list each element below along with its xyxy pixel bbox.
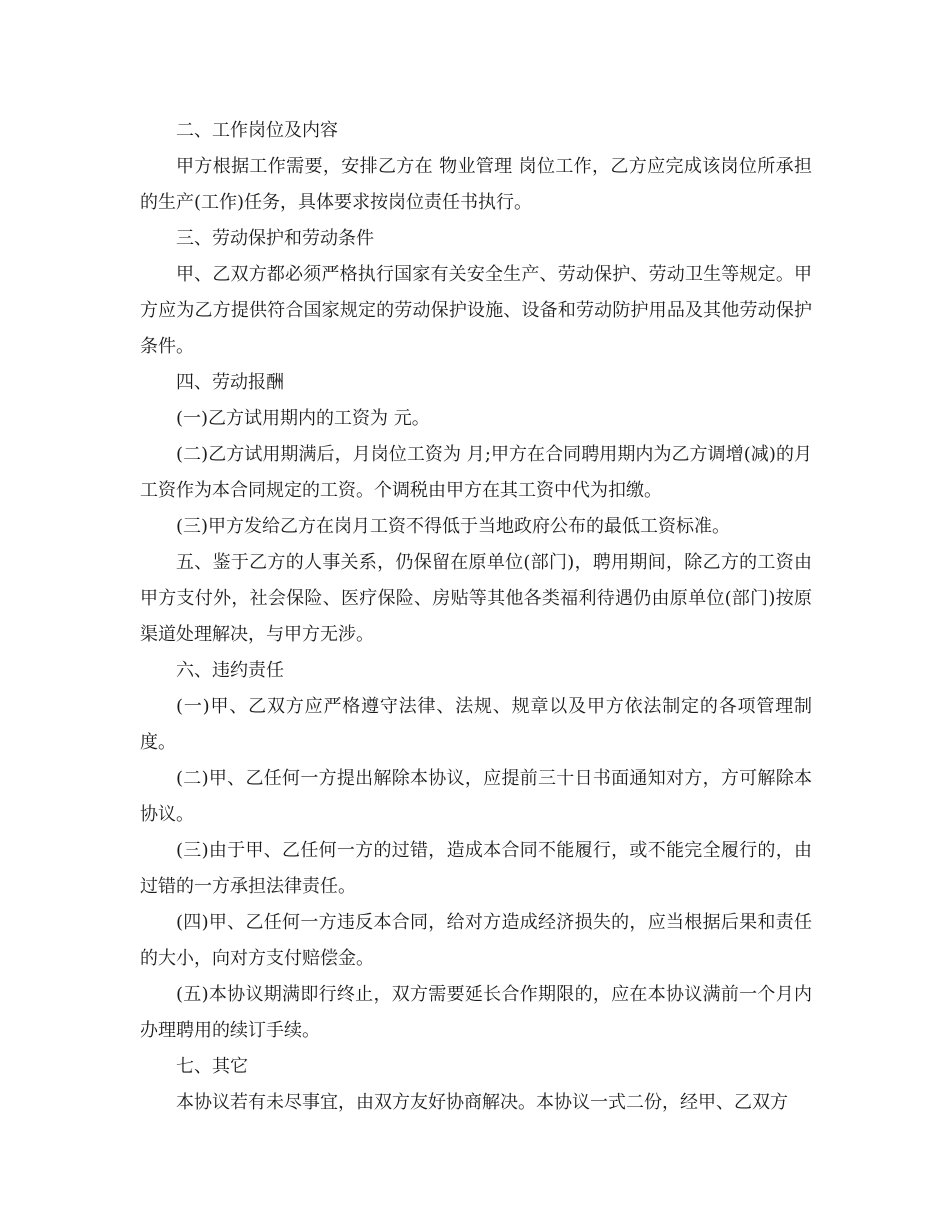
paragraph-other-matters: 本协议若有未尽事宜，由双方友好协商解决。本协议一式二份，经甲、乙双方: [176, 1092, 788, 1113]
document-body: [140, 113, 812, 1121]
paragraph-renewal: (五)本协议期满即行终止，双方需要延长合作期限的，应在本协议满前一个月内办理聘用的续订手续。: [140, 984, 812, 1041]
section-heading-remuneration: 四、劳动报酬: [176, 372, 284, 393]
paragraph-labor-protection: 甲、乙双方都必须严格执行国家有关安全生产、劳动保护、劳动卫生等规定。甲方应为乙方提供符合国家规定的劳动保护设施、设备和劳动防护用品及其他劳动保护条件。: [140, 264, 812, 357]
paragraph-minimum-wage: (三)甲方发给乙方在岗月工资不得低于当地政府公布的最低工资标准。: [176, 516, 731, 537]
paragraph-personnel-relations: 五、鉴于乙方的人事关系，仍保留在原单位(部门)，聘用期间，除乙方的工资由甲方支付外，社会保险、医疗保险、房贴等其他各类福利待遇仍由原单位(部门)按原渠道处理解决，与甲方无涉。: [140, 552, 812, 645]
section-heading-labor-protection: 三、劳动保护和劳动条件: [176, 228, 374, 249]
paragraph-job-assignment: 甲方根据工作需要，安排乙方在 物业管理 岗位工作，乙方应完成该岗位所承担的生产(工作)任务，具体要求按岗位责任书执行。: [140, 156, 812, 213]
paragraph-fault-liability: (三)由于甲、乙任何一方的过错，造成本合同不能履行，或不能完全履行的，由过错的一方承担法律责任。: [140, 840, 812, 897]
paragraph-termination-notice: (二)甲、乙任何一方提出解除本协议，应提前三十日书面通知对方，方可解除本协议。: [140, 768, 812, 825]
section-heading-other: 七、其它: [176, 1056, 248, 1077]
paragraph-probation-salary: (一)乙方试用期内的工资为 元。: [176, 408, 430, 429]
paragraph-compensation: (四)甲、乙任何一方违反本合同，给对方造成经济损失的，应当根据后果和责任的大小，向对方支付赔偿金。: [140, 912, 812, 969]
section-heading-job-position: 二、工作岗位及内容: [176, 120, 338, 141]
section-heading-breach-liability: 六、违约责任: [176, 660, 284, 681]
paragraph-compliance: (一)甲、乙双方应严格遵守法律、法规、规章以及甲方依法制定的各项管理制度。: [140, 696, 812, 753]
paragraph-monthly-salary: (二)乙方试用期满后，月岗位工资为 月;甲方在合同聘用期内为乙方调增(减)的月工资作为本合同规定的工资。个调税由甲方在其工资中代为扣缴。: [140, 444, 812, 501]
